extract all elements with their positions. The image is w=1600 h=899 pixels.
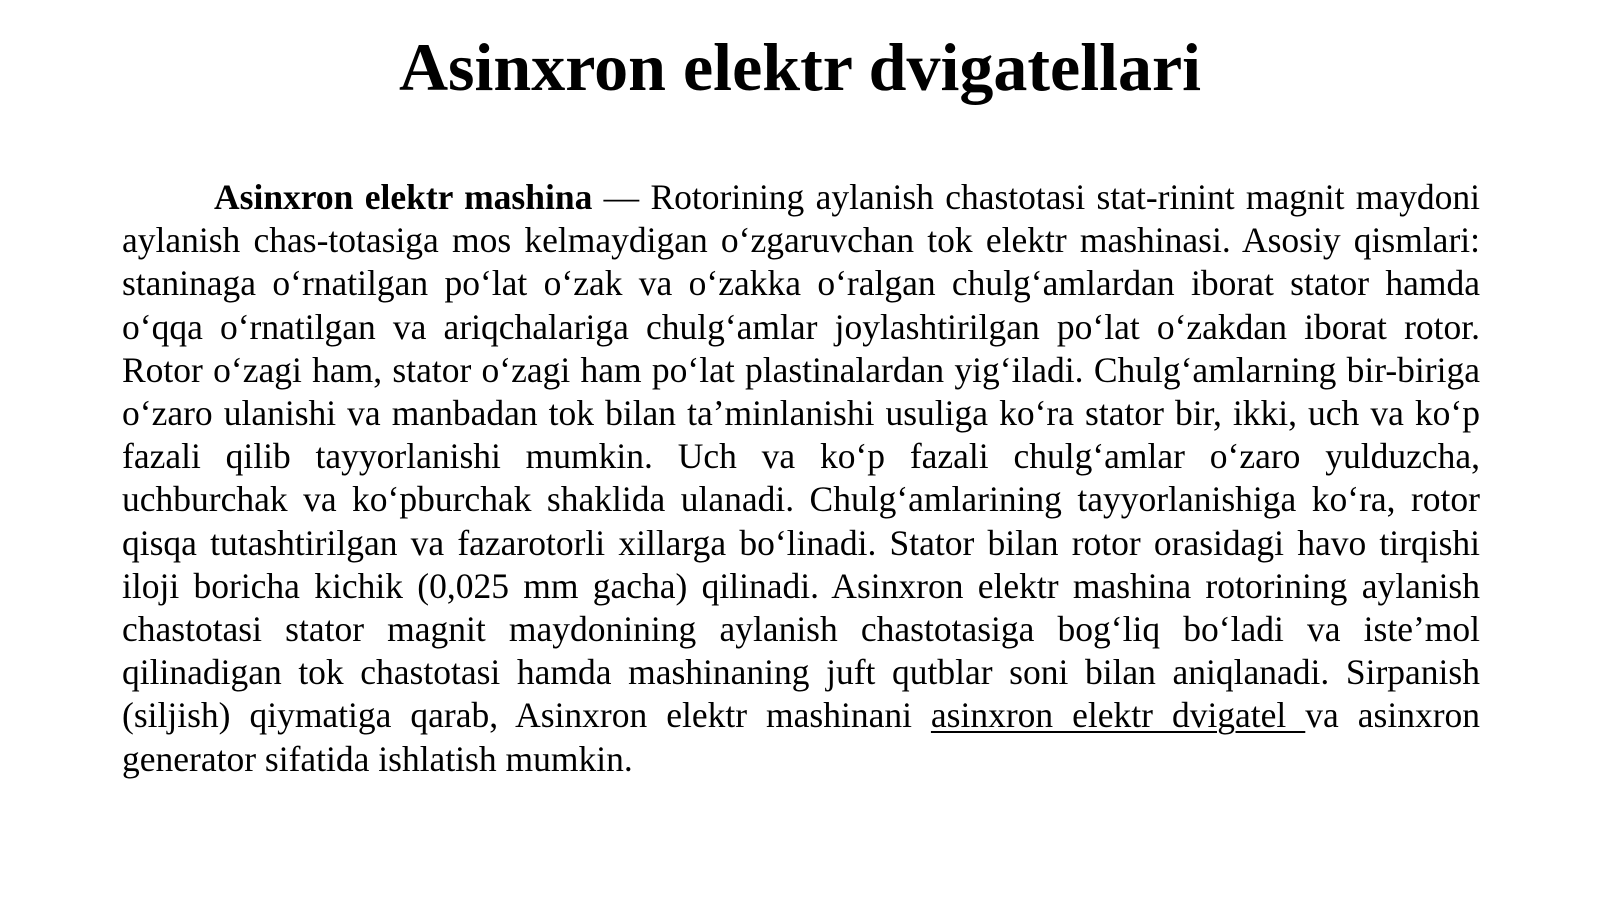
body-paragraph — [122, 176, 1480, 781]
asinxron-elektr-dvigatel-link[interactable]: asinxron elektr dvigatel — [930, 695, 1306, 736]
lead-term: Asinxron elektr mashina — [214, 177, 593, 217]
slide-title: Asinxron elektr dvigatellari — [398, 29, 1202, 105]
paragraph-text-part1: — Rotorining aylanish chastotasi stat-rinint magnit maydoni aylanish chas-totasiga mos kelmaydigan oʻzgaruvchan tok elektr mashinasi. Asosiy qismlari: staninaga oʻrnatilgan poʻlat oʻzak va oʻzakka oʻralgan chulgʻamlardan iborat stator hamda oʻqqa oʻrnatilgan va ariqchalariga chulgʻamlar joylashtirilgan poʻlat oʻzakdan iborat rotor. Rotor oʻzagi ham, stator oʻzagi ham poʻlat plastinalardan yigʻiladi. Chulgʻamlarning bir-biriga oʻzaro ulanishi va manbadan tok bilan taʼminlanishi usuliga koʻra stator bir, ikki, uch va koʻp fazali qilib tayyorlanishi mumkin. Uch va koʻp fazali chulgʻamlar oʻzaro yulduzcha, uchburchak va koʻpburchak shaklida ulanadi. Chulgʻamlarining tayyorlanishiga koʻra, rotor qisqa tutashtirilgan va fazarotorli xillarga boʻlinadi. Stator bilan rotor orasidagi havo tirqishi iloji boricha kichik (0,025 mm gacha) qilinadi. Asinxron elektr mashina rotorining aylanish chastotasi stator magnit maydonining aylanish chastotasiga bogʻliq boʻladi va isteʼmol qilinadigan tok chastotasi hamda mashinaning juft qutblar soni bilan aniqlanadi. Sirpanish (siljish) qiymatiga qarab, Asinxron elektr mashinani — [122, 177, 1480, 736]
paragraph-text-part2: va asinxron generator sifatida ishlatish mumkin. — [122, 695, 1481, 779]
